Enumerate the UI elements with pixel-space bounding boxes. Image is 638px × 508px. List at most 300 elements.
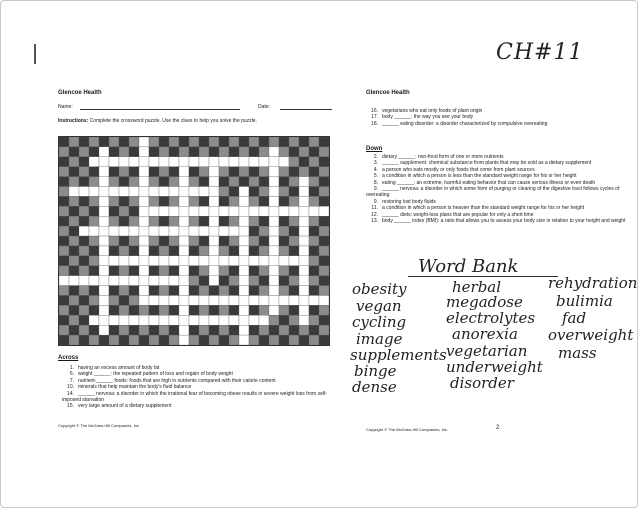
grid-cell-shaded [59, 147, 69, 157]
grid-cell-open [299, 216, 309, 226]
grid-cell-open [199, 295, 209, 305]
grid-cell-shaded [309, 256, 319, 266]
grid-cell-open [209, 266, 219, 276]
grid-cell-open [159, 315, 169, 325]
grid-cell-open [269, 196, 279, 206]
grid-cell-open [159, 276, 169, 286]
grid-cell-open [149, 256, 159, 266]
grid-cell-shaded [279, 286, 289, 296]
grid-cell-shaded [209, 335, 219, 345]
grid-cell-open [269, 266, 279, 276]
grid-cell-open [299, 315, 309, 325]
name-field-line [80, 109, 240, 110]
grid-cell-shaded [319, 177, 329, 187]
left-copyright: Copyright © The McGraw-Hill Companies, Inc. [58, 423, 141, 428]
grid-cell-shaded [59, 236, 69, 246]
grid-cell-shaded [229, 147, 239, 157]
grid-cell-shaded [279, 325, 289, 335]
grid-cell-shaded [309, 187, 319, 197]
grid-cell-shaded [189, 286, 199, 296]
grid-cell-open [179, 325, 189, 335]
grid-cell-open [139, 177, 149, 187]
grid-cell-open [169, 315, 179, 325]
grid-cell-shaded [259, 226, 269, 236]
grid-cell-shaded [219, 246, 229, 256]
word-bank-word: vegetarian [446, 342, 528, 360]
grid-cell-open [129, 157, 139, 167]
grid-cell-open [149, 295, 159, 305]
grid-cell-shaded [209, 305, 219, 315]
grid-cell-open [279, 256, 289, 266]
grid-cell-open [169, 295, 179, 305]
grid-cell-shaded [279, 147, 289, 157]
grid-cell-open [129, 187, 139, 197]
grid-cell-shaded [189, 305, 199, 315]
grid-cell-shaded [309, 335, 319, 345]
grid-cell-shaded [69, 226, 79, 236]
grid-cell-shaded [219, 147, 229, 157]
grid-cell-shaded [109, 286, 119, 296]
grid-cell-shaded [249, 246, 259, 256]
grid-cell-shaded [109, 137, 119, 147]
grid-cell-open [229, 295, 239, 305]
grid-cell-shaded [149, 246, 159, 256]
grid-cell-shaded [109, 246, 119, 256]
grid-cell-shaded [99, 335, 109, 345]
grid-cell-open [179, 236, 189, 246]
grid-cell-shaded [259, 236, 269, 246]
grid-cell-open [99, 157, 109, 167]
grid-cell-open [259, 256, 269, 266]
grid-cell-open [219, 206, 229, 216]
grid-cell-open [279, 157, 289, 167]
grid-cell-open [299, 295, 309, 305]
grid-cell-shaded [119, 236, 129, 246]
grid-cell-shaded [199, 137, 209, 147]
grid-cell-shaded [169, 266, 179, 276]
grid-cell-open [149, 187, 159, 197]
grid-cell-open [139, 206, 149, 216]
grid-cell-shaded [159, 147, 169, 157]
grid-cell-shaded [169, 305, 179, 315]
grid-cell-shaded [89, 236, 99, 246]
grid-cell-open [209, 276, 219, 286]
grid-cell-shaded [139, 305, 149, 315]
grid-cell-shaded [59, 177, 69, 187]
grid-cell-open [169, 206, 179, 216]
grid-cell-shaded [69, 157, 79, 167]
grid-cell-open [139, 315, 149, 325]
grid-cell-shaded [189, 137, 199, 147]
grid-cell-shaded [109, 196, 119, 206]
grid-cell-open [119, 187, 129, 197]
grid-cell-shaded [129, 325, 139, 335]
handwritten-chapter-title: CH#11 [496, 40, 584, 65]
date-label: Date: [258, 104, 270, 110]
grid-cell-open [269, 256, 279, 266]
grid-cell-shaded [59, 206, 69, 216]
grid-cell-shaded [59, 157, 69, 167]
grid-cell-open [189, 157, 199, 167]
grid-cell-open [299, 206, 309, 216]
grid-cell-open [319, 206, 329, 216]
grid-cell-open [169, 226, 179, 236]
clue-number: 18. [371, 120, 378, 127]
grid-cell-shaded [229, 177, 239, 187]
grid-cell-shaded [259, 325, 269, 335]
grid-cell-shaded [59, 246, 69, 256]
grid-cell-shaded [119, 167, 129, 177]
word-bank-word: dense [352, 378, 397, 396]
grid-cell-shaded [319, 315, 329, 325]
grid-cell-open [179, 226, 189, 236]
grid-cell-shaded [259, 196, 269, 206]
grid-cell-open [239, 246, 249, 256]
grid-cell-shaded [79, 137, 89, 147]
clue-number: 12. [371, 211, 378, 218]
grid-cell-shaded [119, 196, 129, 206]
clue-text: restoring lost body fluids [382, 198, 436, 205]
grid-cell-open [139, 167, 149, 177]
grid-cell-open [189, 315, 199, 325]
word-bank-title: Word Bank [418, 256, 519, 277]
grid-cell-open [139, 216, 149, 226]
grid-cell-shaded [169, 335, 179, 345]
grid-cell-shaded [199, 266, 209, 276]
grid-cell-shaded [289, 196, 299, 206]
crossword-grid [58, 136, 330, 346]
grid-cell-shaded [79, 295, 89, 305]
crossword-grid-svg [59, 137, 329, 345]
grid-cell-shaded [259, 167, 269, 177]
grid-cell-shaded [319, 187, 329, 197]
grid-cell-shaded [289, 187, 299, 197]
grid-cell-open [299, 266, 309, 276]
grid-cell-shaded [299, 325, 309, 335]
grid-cell-open [179, 216, 189, 226]
grid-cell-shaded [289, 335, 299, 345]
grid-cell-shaded [69, 216, 79, 226]
grid-cell-shaded [129, 216, 139, 226]
grid-cell-open [179, 266, 189, 276]
grid-cell-shaded [59, 187, 69, 197]
grid-cell-open [219, 295, 229, 305]
grid-cell-shaded [309, 286, 319, 296]
grid-cell-shaded [199, 335, 209, 345]
page-number: 2 [496, 425, 500, 431]
grid-cell-shaded [199, 325, 209, 335]
grid-cell-shaded [239, 147, 249, 157]
grid-cell-shaded [119, 246, 129, 256]
grid-cell-open [129, 276, 139, 286]
grid-cell-shaded [199, 196, 209, 206]
grid-cell-shaded [149, 325, 159, 335]
grid-cell-open [99, 236, 109, 246]
grid-cell-open [229, 315, 239, 325]
grid-cell-open [239, 286, 249, 296]
grid-cell-shaded [69, 206, 79, 216]
grid-cell-shaded [309, 196, 319, 206]
grid-cell-open [239, 206, 249, 216]
grid-cell-open [99, 216, 109, 226]
grid-cell-shaded [199, 236, 209, 246]
clue-text: dietary ______: non-food form of one or more nutrients [382, 154, 504, 160]
grid-cell-shaded [279, 266, 289, 276]
grid-cell-shaded [199, 305, 209, 315]
left-page-header: Glencoe Health [58, 90, 102, 96]
grid-cell-shaded [219, 305, 229, 315]
grid-cell-shaded [69, 315, 79, 325]
word-bank-word: supplements [350, 346, 447, 364]
grid-cell-shaded [319, 216, 329, 226]
grid-cell-shaded [269, 315, 279, 325]
grid-cell-open [209, 196, 219, 206]
grid-cell-shaded [319, 305, 329, 315]
across-continued-list [366, 108, 628, 127]
grid-cell-shaded [89, 177, 99, 187]
grid-cell-shaded [89, 305, 99, 315]
instructions-text: Complete the crossword puzzle. Use the clues to help you solve the puzzle. [89, 118, 257, 124]
grid-cell-shaded [69, 137, 79, 147]
grid-cell-shaded [169, 325, 179, 335]
grid-cell-shaded [79, 196, 89, 206]
grid-cell-shaded [189, 246, 199, 256]
grid-cell-open [259, 206, 269, 216]
grid-cell-open [269, 157, 279, 167]
clue-number: 17. [371, 114, 378, 121]
grid-cell-shaded [89, 206, 99, 216]
grid-cell-open [189, 226, 199, 236]
grid-cell-shaded [129, 137, 139, 147]
clue-text: very large amount of a dietary supplement [78, 403, 172, 410]
grid-cell-open [239, 226, 249, 236]
grid-cell-shaded [129, 286, 139, 296]
grid-cell-open [189, 295, 199, 305]
grid-cell-shaded [89, 137, 99, 147]
clue-number: 9. [373, 186, 378, 193]
grid-cell-shaded [259, 147, 269, 157]
grid-cell-shaded [119, 325, 129, 335]
word-bank-word: image [356, 330, 403, 348]
grid-cell-shaded [89, 286, 99, 296]
grid-cell-open [269, 246, 279, 256]
grid-cell-shaded [149, 196, 159, 206]
grid-cell-shaded [59, 315, 69, 325]
word-bank-word: disorder [450, 374, 514, 392]
grid-cell-open [259, 157, 269, 167]
grid-cell-open [269, 276, 279, 286]
grid-cell-open [179, 177, 189, 187]
grid-cell-shaded [159, 216, 169, 226]
grid-cell-shaded [139, 325, 149, 335]
grid-cell-open [179, 335, 189, 345]
grid-cell-shaded [249, 216, 259, 226]
clue-number: 6. [69, 371, 74, 378]
grid-cell-shaded [249, 167, 259, 177]
grid-cell-open [209, 187, 219, 197]
grid-cell-open [199, 315, 209, 325]
grid-cell-shaded [279, 276, 289, 286]
grid-cell-shaded [299, 157, 309, 167]
grid-cell-shaded [259, 137, 269, 147]
grid-cell-shaded [129, 206, 139, 216]
grid-cell-shaded [319, 325, 329, 335]
grid-cell-shaded [279, 216, 289, 226]
grid-cell-shaded [229, 236, 239, 246]
grid-cell-shaded [289, 157, 299, 167]
grid-cell-shaded [289, 266, 299, 276]
grid-cell-open [119, 256, 129, 266]
grid-cell-shaded [119, 206, 129, 216]
grid-cell-open [239, 196, 249, 206]
grid-cell-shaded [79, 286, 89, 296]
grid-cell-open [99, 256, 109, 266]
grid-cell-shaded [189, 216, 199, 226]
grid-cell-shaded [59, 256, 69, 266]
grid-cell-open [179, 157, 189, 167]
grid-cell-shaded [129, 266, 139, 276]
grid-cell-open [99, 286, 109, 296]
grid-cell-shaded [289, 276, 299, 286]
grid-cell-shaded [289, 246, 299, 256]
grid-cell-shaded [219, 177, 229, 187]
grid-cell-shaded [69, 196, 79, 206]
grid-cell-open [179, 196, 189, 206]
grid-cell-open [159, 157, 169, 167]
grid-cell-shaded [269, 325, 279, 335]
grid-cell-open [239, 266, 249, 276]
grid-cell-shaded [259, 305, 269, 315]
grid-cell-shaded [279, 305, 289, 315]
grid-cell-shaded [99, 137, 109, 147]
grid-cell-open [189, 187, 199, 197]
grid-cell-shaded [59, 305, 69, 315]
grid-cell-open [119, 315, 129, 325]
clue-number: 2. [373, 154, 378, 160]
grid-cell-open [239, 325, 249, 335]
clue-number: 3. [373, 160, 378, 167]
grid-cell-shaded [219, 276, 229, 286]
grid-cell-shaded [299, 147, 309, 157]
grid-cell-shaded [79, 325, 89, 335]
grid-cell-shaded [89, 196, 99, 206]
clue-text: minerals that help maintain the body's fluid balance [78, 384, 192, 391]
clue-text: ______ nervosa: a disorder in which the irrational fear of becoming obese results in severe weight loss from self-imposed starvation [62, 390, 328, 404]
grid-cell-open [259, 295, 269, 305]
grid-cell-shaded [159, 196, 169, 206]
grid-cell-shaded [179, 147, 189, 157]
grid-cell-open [209, 167, 219, 177]
grid-cell-shaded [189, 147, 199, 157]
grid-cell-shaded [119, 147, 129, 157]
grid-cell-open [269, 206, 279, 216]
grid-cell-shaded [109, 216, 119, 226]
grid-cell-shaded [79, 216, 89, 226]
grid-cell-shaded [89, 147, 99, 157]
word-bank-word: underweight [446, 358, 543, 376]
grid-cell-open [269, 167, 279, 177]
grid-cell-shaded [119, 335, 129, 345]
grid-cell-shaded [309, 325, 319, 335]
grid-cell-shaded [109, 325, 119, 335]
grid-cell-open [269, 305, 279, 315]
grid-cell-open [269, 295, 279, 305]
grid-cell-open [139, 187, 149, 197]
across-clue [62, 403, 332, 409]
grid-cell-shaded [69, 266, 79, 276]
clue-number: 7. [69, 377, 74, 384]
grid-cell-shaded [159, 286, 169, 296]
grid-cell-shaded [129, 335, 139, 345]
clue-number: 11. [371, 205, 378, 212]
clue-text: vegetarians who eat only foods of plant origin [382, 108, 483, 114]
grid-cell-shaded [69, 256, 79, 266]
grid-cell-open [269, 226, 279, 236]
date-field-line [280, 109, 332, 110]
grid-cell-open [299, 177, 309, 187]
grid-cell-shaded [319, 147, 329, 157]
grid-cell-open [109, 157, 119, 167]
grid-cell-shaded [289, 236, 299, 246]
grid-cell-shaded [209, 325, 219, 335]
grid-cell-open [89, 157, 99, 167]
word-bank-word: herbal [452, 278, 502, 296]
grid-cell-shaded [189, 325, 199, 335]
grid-cell-shaded [199, 276, 209, 286]
grid-cell-shaded [89, 167, 99, 177]
grid-cell-shaded [59, 295, 69, 305]
grid-cell-open [299, 226, 309, 236]
grid-cell-open [89, 276, 99, 286]
clue-number: 9. [373, 198, 378, 205]
grid-cell-open [309, 295, 319, 305]
grid-cell-shaded [249, 196, 259, 206]
grid-cell-open [119, 157, 129, 167]
down-clue [366, 186, 628, 199]
clue-text: body ______: the way you see your body [382, 114, 474, 121]
grid-cell-shaded [309, 266, 319, 276]
grid-cell-open [239, 256, 249, 266]
grid-cell-open [99, 226, 109, 236]
grid-cell-shaded [249, 187, 259, 197]
grid-cell-shaded [79, 266, 89, 276]
grid-cell-shaded [319, 226, 329, 236]
grid-cell-shaded [69, 305, 79, 315]
grid-cell-shaded [189, 335, 199, 345]
grid-cell-shaded [159, 236, 169, 246]
grid-cell-shaded [109, 295, 119, 305]
grid-cell-shaded [89, 325, 99, 335]
grid-cell-shaded [199, 286, 209, 296]
grid-cell-open [129, 256, 139, 266]
grid-cell-shaded [119, 286, 129, 296]
grid-cell-shaded [89, 335, 99, 345]
grid-cell-shaded [249, 226, 259, 236]
grid-cell-shaded [289, 216, 299, 226]
grid-cell-shaded [69, 286, 79, 296]
grid-cell-shaded [279, 335, 289, 345]
grid-cell-shaded [249, 266, 259, 276]
grid-cell-open [299, 236, 309, 246]
grid-cell-shaded [159, 325, 169, 335]
grid-cell-shaded [59, 137, 69, 147]
grid-cell-shaded [319, 256, 329, 266]
grid-cell-shaded [69, 335, 79, 345]
grid-cell-open [179, 295, 189, 305]
grid-cell-open [109, 256, 119, 266]
down-title: Down [366, 146, 383, 152]
clue-number: 4. [373, 166, 378, 173]
